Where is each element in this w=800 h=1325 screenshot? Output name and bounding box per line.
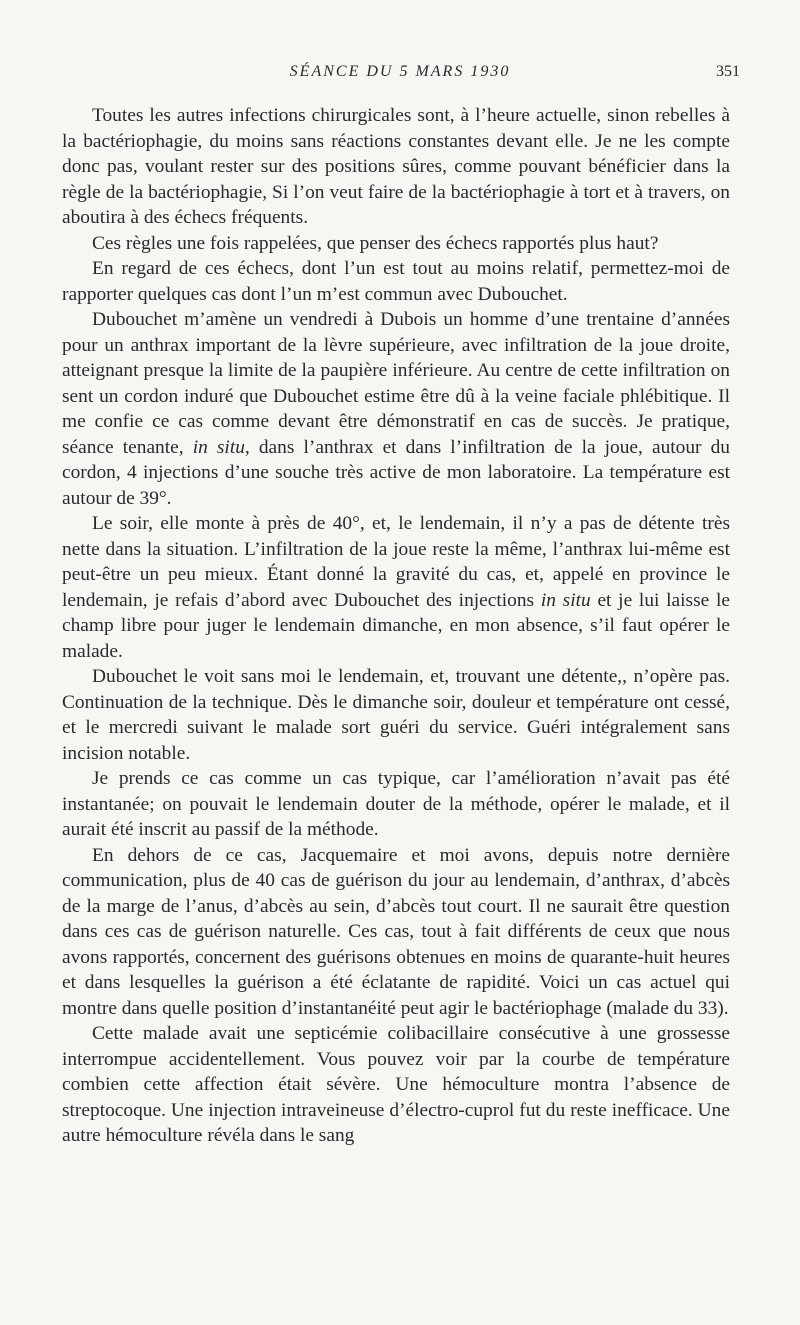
paragraph-text: et je lui laisse le champ libre pour juger le lendemain dimanche, en mon absence, s’il faut opérer le malade. xyxy=(62,589,730,662)
paragraph xyxy=(62,231,730,257)
paragraph xyxy=(62,843,730,1022)
paragraph-text: Ces règles une fois rappelées, que penser des échecs rapportés plus haut? xyxy=(92,232,659,254)
paragraph xyxy=(62,1021,730,1149)
paragraph-text: Je prends ce cas comme un cas typique, car l’amélioration n’avait pas été instantanée; on pouvait le lendemain douter de la méthode, opérer le malade, et il aurait été inscrit au passif de la méthode. xyxy=(62,768,730,840)
paragraph-text: Dubouchet le voit sans moi le lendemain, et, trouvant une détente,, n’opère pas. Continuation de la technique. Dès le dimanche soir, douleur et température ont cessé, et le mercredi suivant le malade sort guéri du service. Guéri intégralement sans incision notable. xyxy=(62,666,730,764)
paragraph-text: , dans l’anthrax et dans l’infiltration de la joue, autour du cordon, 4 injections d’une souche très active de mon laboratoire. La température est autour de 39°. xyxy=(62,436,731,509)
paragraph-text: Cette malade avait une septicémie colibacillaire consécutive à une grossesse interrompue accidentellement. Vous pouvez voir par la courbe de température combien cette affection était sévère. Une hémoculture montra l’absence de streptocoque. Une injection intraveineuse d’électro-cuprol fut du reste inefficace. Une autre hémoculture révéla dans le sang xyxy=(62,1023,730,1146)
running-header xyxy=(60,60,740,84)
paragraph-text: En dehors de ce cas, Jacquemaire et moi avons, depuis notre dernière communication, plus de 40 cas de guérison du jour au lendemain, d’anthrax, d’abcès de la marge de l’anus, d’abcès au sein, d’abcès tout court. Il ne saurait être question dans ces cas de guérison naturelle. Ces cas, tout à fait différents de ceux que nous avons rapportés, concernent des guérisons obtenues en moins de quarante-huit heures et dans lesquelles la guérison a été éclatante de rapidité. Voici un cas actuel qui montre dans quelle position d’instantanéité peut agir le bactériophage (malade du 33). xyxy=(62,844,730,1019)
paragraph-text: Le soir, elle monte à près de 40°, et, le lendemain, il n’y a pas de détente très nette dans la situation. L’infiltration de la joue reste la même, l’anthrax lui-même est peut-être un peu mieux. Étant donné la gravité du cas, et, appelé en province le lendemain, je refais d’abord avec Dubouchet des injections xyxy=(62,513,730,611)
paragraph xyxy=(62,103,730,231)
paragraph xyxy=(62,664,730,766)
paragraph xyxy=(62,256,730,307)
italic-term: in situ xyxy=(540,589,591,611)
paragraph xyxy=(62,766,730,843)
italic-term: in situ xyxy=(192,436,245,458)
body-text xyxy=(62,103,730,1149)
paragraph-text: En regard de ces échecs, dont l’un est tout au moins relatif, permettez-moi de rapporter quelques cas dont l’un m’est commun avec Dubouchet. xyxy=(62,258,730,305)
running-title: SÉANCE DU 5 MARS 1930 xyxy=(289,63,511,80)
paragraph xyxy=(62,307,730,511)
paragraph xyxy=(62,511,730,664)
paragraph-text: Dubouchet m’amène un vendredi à Dubois un homme d’une trentaine d’années pour un anthrax important de la lèvre supérieure, avec infiltration de la joue droite, atteignant presque la limite de la paupière inférieure. Au centre de cette infiltration on sent un cordon induré que Dubouchet estime être dû à la veine faciale phlébitique. Il me confie ce cas comme devant être démonstratif en cas de succès. Je pratique, séance tenante, xyxy=(62,309,730,458)
paragraph-text: Toutes les autres infections chirurgicales sont, à l’heure actuelle, sinon rebelles à la bactériophagie, du moins sans réactions constantes devant elle. Je ne les compte donc pas, voulant rester sur des positions sûres, comme pouvant bénéficier dans la règle de la bactériophagie, Si l’on veut faire de la bactériophagie à tort et à travers, on aboutira à des échecs fréquents. xyxy=(62,105,730,228)
page-number: 351 xyxy=(716,63,740,80)
